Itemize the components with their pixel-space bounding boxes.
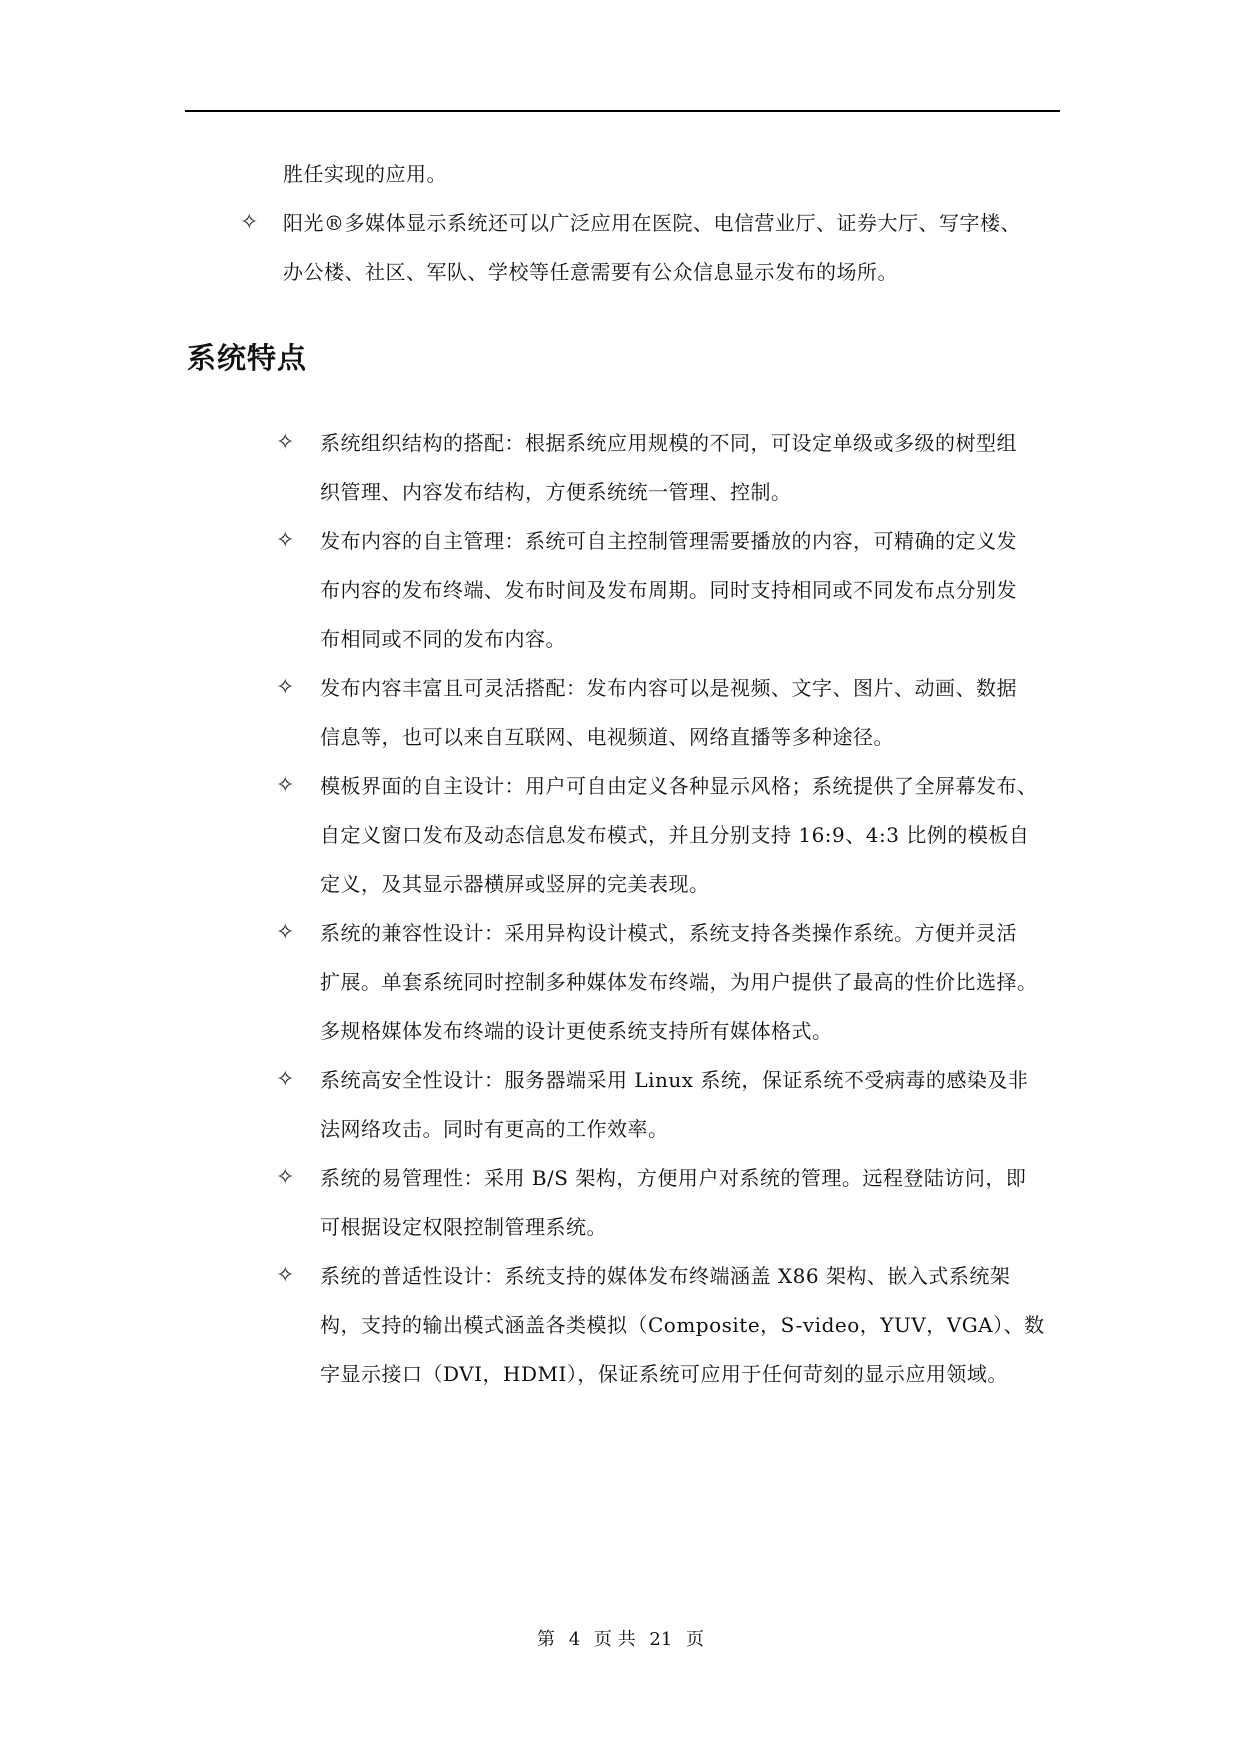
intro-bullet-line-2: 办公楼、社区、军队、学校等任意需要有公众信息显示发布的场所。 (283, 260, 898, 284)
feature-line: 系统组织结构的搭配：根据系统应用规模的不同，可设定单级或多级的树型组 (320, 431, 1017, 455)
feature-line: 扩展。单套系统同时控制多种媒体发布终端，为用户提供了最高的性价比选择。 (320, 970, 1038, 994)
feature-line: 系统高安全性设计：服务器端采用 Linux 系统，保证系统不受病毒的感染及非 (320, 1068, 1029, 1092)
footer-mid: 页 共 (593, 1629, 636, 1650)
feature-line: 系统的兼容性设计：采用异构设计模式，系统支持各类操作系统。方便并灵活 (320, 921, 1017, 945)
section-heading: 系统特点 (187, 341, 308, 375)
feature-line: 系统的普适性设计：系统支持的媒体发布终端涵盖 X86 架构、嵌入式系统架 (320, 1264, 1011, 1288)
feature-line: 字显示接口（DVI，HDMI），保证系统可应用于任何苛刻的显示应用领域。 (320, 1362, 1008, 1386)
bullet-icon: ✧ (240, 210, 259, 235)
footer-page-number: 4 (568, 1629, 581, 1650)
feature-line: 信息等，也可以来自互联网、电视频道、网络直播等多种途径。 (320, 725, 894, 749)
feature-line: 发布内容的自主管理：系统可自主控制管理需要播放的内容，可精确的定义发 (320, 529, 1017, 553)
bullet-icon: ✧ (276, 1263, 295, 1288)
footer-total-pages: 21 (649, 1629, 673, 1650)
feature-line: 模板界面的自主设计：用户可自由定义各种显示风格；系统提供了全屏幕发布、 (320, 774, 1038, 798)
bullet-icon: ✧ (276, 528, 295, 553)
intro-continuation: 胜任实现的应用。 (283, 162, 447, 186)
feature-line: 法网络攻击。同时有更高的工作效率。 (320, 1117, 669, 1141)
feature-line: 可根据设定权限控制管理系统。 (320, 1215, 607, 1239)
intro-bullet-line-1: 阳光®多媒体显示系统还可以广泛应用在医院、电信营业厅、证券大厅、写字楼、 (283, 211, 1021, 235)
feature-line: 定义，及其显示器横屏或竖屏的完美表现。 (320, 872, 710, 896)
footer-prefix: 第 (536, 1629, 555, 1650)
header-rule (185, 110, 1060, 112)
feature-line: 布相同或不同的发布内容。 (320, 627, 566, 651)
feature-line: 自定义窗口发布及动态信息发布模式，并且分别支持 16:9、4:3 比例的模板自 (320, 823, 1030, 847)
feature-line: 布内容的发布终端、发布时间及发布周期。同时支持相同或不同发布点分别发 (320, 578, 1017, 602)
bullet-icon: ✧ (276, 430, 295, 455)
page-footer (0, 1628, 1241, 1652)
bullet-icon: ✧ (276, 675, 295, 700)
feature-line: 织管理、内容发布结构，方便系统统一管理、控制。 (320, 480, 792, 504)
bullet-icon: ✧ (276, 1067, 295, 1092)
feature-line: 多规格媒体发布终端的设计更使系统支持所有媒体格式。 (320, 1019, 833, 1043)
footer-suffix: 页 (686, 1629, 705, 1650)
bullet-icon: ✧ (276, 773, 295, 798)
feature-line: 发布内容丰富且可灵活搭配：发布内容可以是视频、文字、图片、动画、数据 (320, 676, 1017, 700)
feature-line: 构，支持的输出模式涵盖各类模拟（Composite，S-video，YUV，VGA）、数 (320, 1313, 1045, 1337)
bullet-icon: ✧ (276, 920, 295, 945)
bullet-icon: ✧ (276, 1165, 295, 1190)
feature-line: 系统的易管理性：采用 B/S 架构，方便用户对系统的管理。远程登陆访问，即 (320, 1166, 1027, 1190)
